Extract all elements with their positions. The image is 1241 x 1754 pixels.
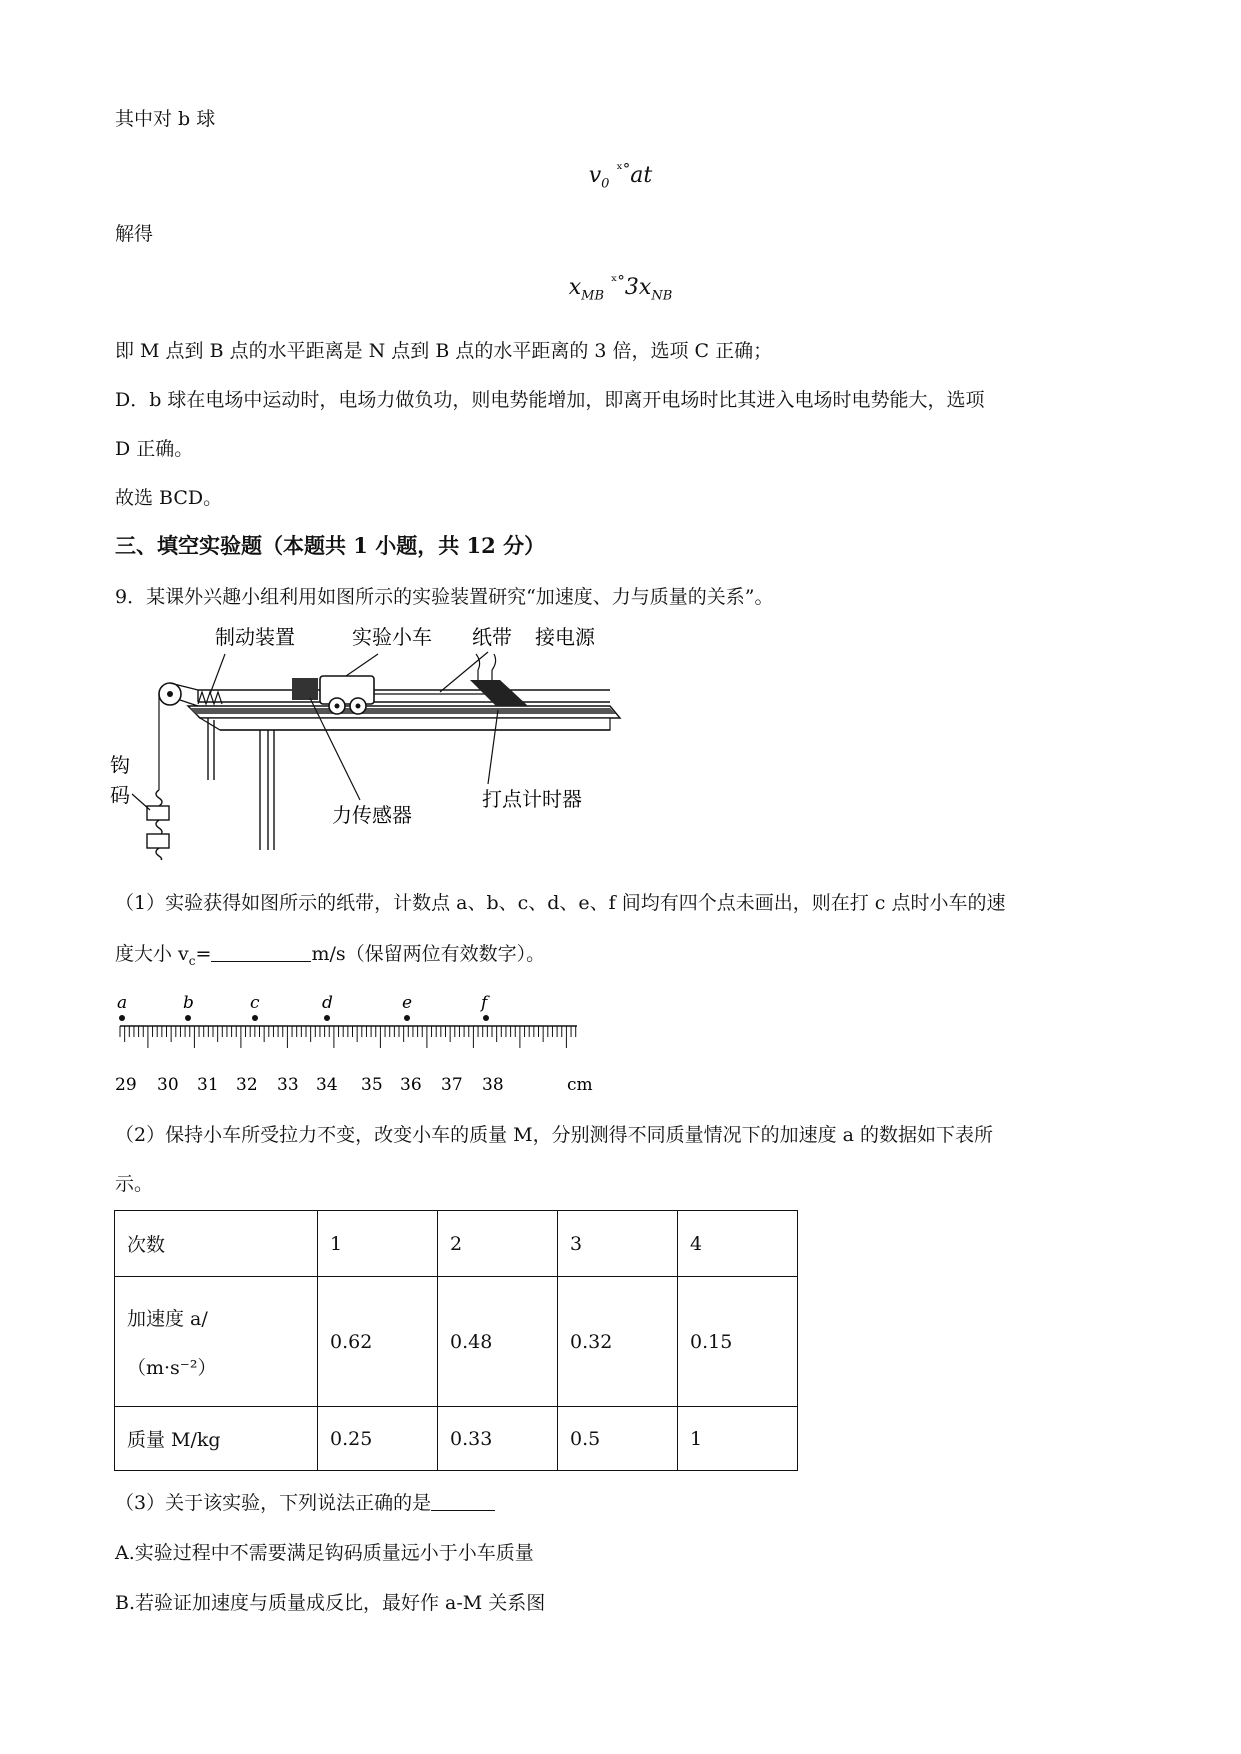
label-sensor: 力传感器 bbox=[332, 803, 412, 827]
label-tape: 纸带 bbox=[472, 625, 512, 649]
eq1-left-sub: 0 bbox=[601, 176, 610, 192]
eq1-right: at bbox=[630, 163, 653, 188]
text-line: 解得 bbox=[115, 223, 154, 245]
tape-point-label: d bbox=[322, 993, 333, 1013]
tape-point-label: f bbox=[481, 993, 488, 1013]
ruler-tick-label: 32 bbox=[236, 1075, 258, 1095]
equation-2 bbox=[0, 272, 1241, 303]
table-cell: 质量 M/kg bbox=[115, 1407, 318, 1471]
option-b: B.若验证加速度与质量成反比，最好作 a-M 关系图 bbox=[115, 1592, 546, 1614]
answer-blank-3[interactable] bbox=[431, 1492, 495, 1511]
table-cell: 4 bbox=[678, 1211, 798, 1277]
tape-point-dot bbox=[252, 1015, 258, 1021]
text-line: 即 M 点到 B 点的水平距离是 N 点到 B 点的水平距离的 3 倍，选项 C 正确； bbox=[115, 340, 773, 362]
equation-1 bbox=[0, 160, 1241, 191]
option-a: A.实验过程中不需要满足钩码质量远小于小车质量 bbox=[115, 1542, 534, 1564]
table-cell: 2 bbox=[438, 1211, 558, 1277]
label-hook-2: 码 bbox=[110, 783, 130, 807]
part-1-line-a: （1）实验获得如图所示的纸带，计数点 a、b、c、d、e、f 间均有四个点未画出，则在打 c 点时小车的速 bbox=[115, 892, 1006, 914]
data-table bbox=[114, 1210, 798, 1471]
ruler-tick-label: 35 bbox=[361, 1075, 383, 1095]
velocity-sub: c bbox=[188, 953, 196, 968]
label-power: 接电源 bbox=[535, 625, 595, 649]
eq2-right-sub: NB bbox=[651, 288, 673, 304]
table-cell: 0.62 bbox=[318, 1277, 438, 1407]
tape-point-dot bbox=[404, 1015, 410, 1021]
tape-point-label: b bbox=[183, 993, 194, 1013]
tape-point-label: e bbox=[402, 993, 413, 1013]
tape-point-dot bbox=[119, 1015, 125, 1021]
table-cell: 次数 bbox=[115, 1211, 318, 1277]
equals-sign: = bbox=[195, 943, 212, 965]
table-cell: 0.32 bbox=[558, 1277, 678, 1407]
table-row bbox=[115, 1407, 798, 1471]
unit-note: m/s（保留两位有效数字）。 bbox=[311, 943, 546, 965]
eq2-operator: ˣ° bbox=[611, 272, 625, 290]
answer-blank-1[interactable] bbox=[211, 943, 311, 962]
ruler-tick-label: 30 bbox=[157, 1075, 179, 1095]
eq1-operator: ˣ° bbox=[616, 160, 631, 178]
label-hook-1: 钩 bbox=[110, 753, 130, 777]
accel-label-line-2: （m·s⁻²） bbox=[127, 1356, 217, 1379]
table-cell: 3 bbox=[558, 1211, 678, 1277]
eq2-mid: 3x bbox=[624, 275, 652, 300]
label-cart: 实验小车 bbox=[352, 625, 432, 649]
table-cell: 1 bbox=[678, 1407, 798, 1471]
ruler-tick-label: 38 bbox=[482, 1075, 504, 1095]
question-9: 9．某课外兴趣小组利用如图所示的实验装置研究“加速度、力与质量的关系”。 bbox=[115, 586, 774, 608]
part-3-text: （3）关于该实验，下列说法正确的是 bbox=[115, 1492, 432, 1514]
ruler-tick-label: 34 bbox=[316, 1075, 338, 1095]
text-line: 其中对 b 球 bbox=[115, 108, 216, 130]
velocity-label: 度大小 v bbox=[115, 943, 189, 965]
text-line: 故选 BCD。 bbox=[115, 487, 223, 509]
part-2-line-b: 示。 bbox=[115, 1173, 154, 1195]
ruler-diagram bbox=[115, 990, 595, 1095]
ruler-tick-label: 33 bbox=[277, 1075, 299, 1095]
section-heading: 三、填空实验题（本题共 1 小题，共 12 分） bbox=[115, 533, 546, 558]
table-cell: 0.25 bbox=[318, 1407, 438, 1471]
tape-point-dot bbox=[324, 1015, 330, 1021]
table-cell: 1 bbox=[318, 1211, 438, 1277]
part-1-line-b bbox=[115, 939, 545, 968]
ruler-tick-label: 37 bbox=[441, 1075, 463, 1095]
table-cell: 0.33 bbox=[438, 1407, 558, 1471]
text-line: D．b 球在电场中运动时，电场力做负功，则电势能增加，即离开电场时比其进入电场时电势能大，选项 bbox=[115, 389, 985, 411]
part-3 bbox=[115, 1488, 495, 1515]
accel-label-line-1: 加速度 a/ bbox=[127, 1307, 208, 1330]
ruler-tick-marks bbox=[120, 1026, 576, 1048]
text-line: D 正确。 bbox=[115, 438, 194, 460]
eq1-left: v bbox=[588, 163, 602, 188]
table-cell: 0.15 bbox=[678, 1277, 798, 1407]
tape-point-label: c bbox=[250, 993, 260, 1013]
ruler-tick-label: 36 bbox=[400, 1075, 422, 1095]
ruler-unit: cm bbox=[567, 1075, 593, 1095]
eq2-left-sub: MB bbox=[581, 288, 605, 304]
label-timer: 打点计时器 bbox=[482, 787, 582, 811]
apparatus-diagram bbox=[110, 620, 630, 860]
table-row bbox=[115, 1211, 798, 1277]
tape-point-dot bbox=[185, 1015, 191, 1021]
ruler-tick-label: 31 bbox=[197, 1075, 219, 1095]
table-cell: 0.48 bbox=[438, 1277, 558, 1407]
label-brake: 制动装置 bbox=[215, 625, 295, 649]
tape-point-label: a bbox=[117, 993, 128, 1013]
table-row bbox=[115, 1277, 798, 1407]
table-cell: 0.5 bbox=[558, 1407, 678, 1471]
tape-point-dot bbox=[483, 1015, 489, 1021]
ruler-tick-label: 29 bbox=[115, 1075, 137, 1095]
eq2-left: x bbox=[568, 275, 582, 300]
table-cell bbox=[115, 1277, 318, 1407]
part-2-line-a: （2）保持小车所受拉力不变，改变小车的质量 M，分别测得不同质量情况下的加速度 a 的数据如下表所 bbox=[115, 1124, 993, 1146]
